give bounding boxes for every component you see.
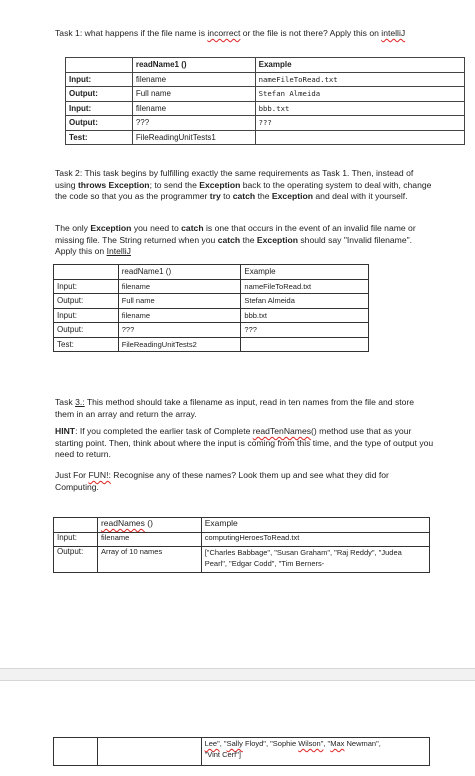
keyword-throws-exception: throws Exception — [77, 179, 150, 190]
header-cell — [66, 58, 133, 73]
spell-flag-max: Max — [330, 739, 345, 748]
method-cell: ??? — [118, 323, 241, 338]
row-label: Input: — [66, 72, 133, 87]
method-cell: Full name — [118, 294, 241, 309]
header-cell: Example — [241, 265, 369, 280]
example-cell — [255, 130, 464, 145]
method-cell: filename — [118, 279, 241, 294]
spell-flag-fun: FUN!: — [88, 470, 111, 480]
task3-hint: HINT: If you completed the earlier task of Complete readTenNames() method use that as your starting point. Then, think about where the input is coming from this time, and the type of output you need to return. — [55, 426, 434, 459]
method-cell: FileReadingUnitTests1 — [132, 130, 255, 145]
row-label: Output: — [54, 547, 98, 573]
table-row — [54, 279, 369, 294]
example-cell — [241, 337, 369, 352]
task1-intro — [55, 28, 435, 40]
table-row — [54, 738, 430, 766]
link-intellij: IntelliJ — [106, 246, 131, 256]
example-cell: Stefan Almeida — [255, 87, 464, 102]
task3-table-header — [54, 518, 430, 533]
task1-text: Task 1: what happens if the file name is — [55, 28, 208, 38]
task2-exception-note: The only Exception you need to catch is one that occurs in the event of an invalid file name or missing file. The String returned when you catch the Exception should say "Invalid filename". Apply this on IntelliJ — [55, 223, 416, 256]
row-label: Test: — [54, 337, 119, 352]
row-label: Input: — [54, 279, 119, 294]
method-cell: FileReadingUnitTests2 — [118, 337, 241, 352]
header-cell — [54, 265, 119, 280]
keyword-exception: Exception — [271, 191, 313, 201]
spell-flag-lee: Lee" — [204, 739, 220, 748]
example-cell: computingHeroesToRead.txt — [201, 532, 429, 547]
table-row — [54, 532, 430, 547]
row-label: Input: — [54, 532, 98, 547]
method-cell: filename — [97, 532, 201, 547]
table-row — [54, 308, 369, 323]
row-label: Output: — [54, 294, 119, 309]
spell-flag-intellij: intelliJ — [381, 28, 406, 38]
method-cell: filename — [132, 72, 255, 87]
table-row — [66, 130, 465, 145]
task2-intro: Task 2: This task begins by fulfilling exactly the same requirements as Task 1. Then, instead of using throws Exception; to send the Exception back to the operating system to deal with, change the code so that you as the programmer try to catch the Exception and deal with it yourself. — [55, 168, 432, 201]
keyword-try: try — [209, 191, 221, 201]
task3-intro: Task 3.: This method should take a filename as input, read in ten names from the file and store them in an array and return the array. — [55, 397, 415, 419]
keyword-catch: catch — [181, 223, 204, 233]
task3-number: 3.: — [75, 397, 85, 407]
example-cell: ??? — [255, 116, 464, 131]
page-break — [0, 668, 475, 681]
row-label: Output: — [66, 87, 133, 102]
method-cell: filename — [118, 308, 241, 323]
keyword-exception: Exception — [90, 223, 132, 233]
header-cell: readName1 () — [132, 58, 255, 73]
header-cell: readNames () — [97, 518, 201, 533]
spell-flag-wilson: Wilson" — [298, 739, 324, 748]
spell-flag-sally: Sally — [226, 739, 243, 748]
row-label: Output: — [54, 323, 119, 338]
example-cell: Stefan Almeida — [241, 294, 369, 309]
task3-fun-note: Just For FUN!: Recognise any of these names? Look them up and see what they did for Computing. — [55, 470, 389, 492]
example-cell: ??? — [241, 323, 369, 338]
row-label — [54, 738, 98, 766]
task2-table-header — [54, 265, 369, 280]
method-cell: filename — [132, 101, 255, 116]
table-row — [66, 72, 465, 87]
example-cell: ["Charles Babbage", "Susan Graham", "Raj Reddy", "Judea Pearl", "Edgar Codd", "Tim Berners- — [201, 547, 429, 573]
example-cell: nameFileToRead.txt — [255, 72, 464, 87]
keyword-catch: catch — [232, 191, 256, 201]
example-cell: Lee", "Sally Floyd", "Sophie Wilson", "Max Newman", "Vint Cerf"] — [201, 738, 429, 766]
spell-flag-readtennames: readTenNames — [252, 426, 312, 436]
keyword-exception: Exception — [199, 179, 241, 190]
task1-text: or the file is not there? Apply this on — [240, 28, 382, 38]
header-cell: Example — [201, 518, 429, 533]
document-page-2 — [0, 681, 475, 776]
table-row — [66, 87, 465, 102]
method-cell: ??? — [132, 116, 255, 131]
task1-table-header — [66, 58, 465, 73]
task1-table — [65, 57, 465, 145]
hint-label: HINT — [55, 426, 76, 436]
row-label: Input: — [66, 101, 133, 116]
header-cell: Example — [255, 58, 464, 73]
table-row — [54, 323, 369, 338]
task3-table-continued — [53, 737, 430, 766]
header-cell — [54, 518, 98, 533]
method-cell — [97, 738, 201, 766]
table-row — [66, 116, 465, 131]
keyword-catch: catch — [217, 234, 241, 245]
example-cell: bbb.txt — [255, 101, 464, 116]
keyword-exception: Exception — [256, 234, 298, 245]
header-cell: readName1 () — [118, 265, 241, 280]
row-label: Input: — [54, 308, 119, 323]
example-cell: bbb.txt — [241, 308, 369, 323]
task3-table — [53, 517, 430, 573]
spell-flag-readnames: readNames — [100, 518, 145, 528]
method-cell: Array of 10 names — [97, 547, 201, 573]
table-row — [54, 294, 369, 309]
row-label: Test: — [66, 130, 133, 145]
row-label: Output: — [66, 116, 133, 131]
table-row — [54, 547, 430, 573]
table-row — [54, 337, 369, 352]
table-row — [66, 101, 465, 116]
example-cell: nameFileToRead.txt — [241, 279, 369, 294]
method-cell: Full name — [132, 87, 255, 102]
task2-table — [53, 264, 369, 352]
spell-flag-incorrect: incorrect — [207, 28, 241, 38]
